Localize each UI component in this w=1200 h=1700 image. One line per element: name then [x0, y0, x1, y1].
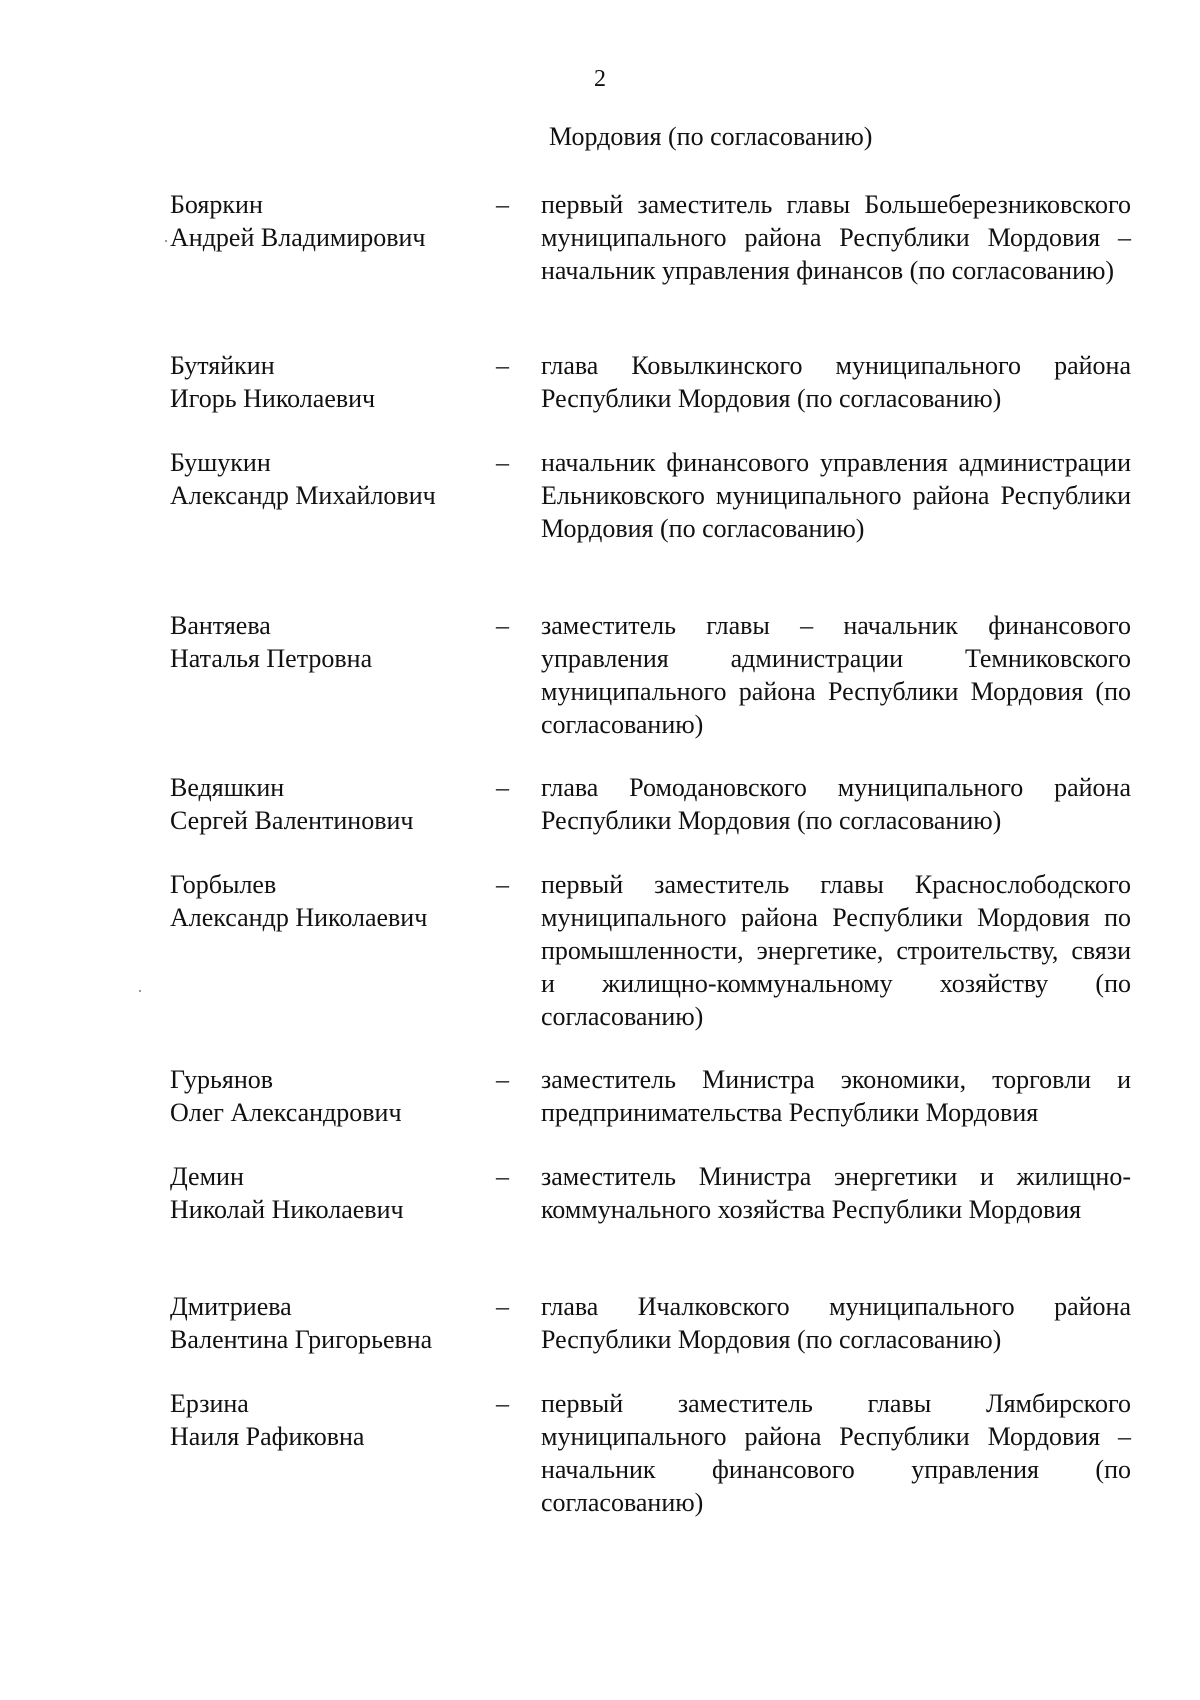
given-names: Андрей Владимирович: [170, 223, 426, 252]
page-number: 2: [594, 66, 606, 92]
position-description: глава Ичалковского муниципального района Республики Мордовия (по согласованию): [541, 1292, 1131, 1354]
position-description: первый заместитель главы Большеберезниковского муниципального района Республики Мордовия – начальник управления финансов (по согласованию): [541, 190, 1131, 285]
person-name: [170, 1290, 470, 1356]
dash-separator: –: [496, 1162, 509, 1191]
dash-separator: –: [496, 1065, 509, 1094]
position-description: глава Ромодановского муниципального района Республики Мордовия (по согласованию): [541, 773, 1131, 835]
position-description: заместитель Министра экономики, торговли и предпринимательства Республики Мордовия: [541, 1065, 1131, 1127]
surname: Бояркин: [170, 190, 263, 219]
dash-separator: –: [496, 870, 509, 899]
dash-separator: –: [496, 351, 509, 380]
person-name: [170, 446, 470, 512]
person-name: [170, 771, 470, 837]
given-names: Александр Михайлович: [170, 481, 436, 510]
surname: Вантяева: [170, 611, 271, 640]
surname: Демин: [170, 1162, 244, 1191]
person-name: [170, 609, 470, 675]
person-name: [170, 1063, 470, 1129]
dash-separator: –: [496, 448, 509, 477]
surname: Гурьянов: [170, 1065, 274, 1094]
surname: Ерзина: [170, 1389, 249, 1418]
position-description: заместитель главы – начальник финансового управления администрации Темниковского муниципального района Республики Мордовия (по согласованию): [541, 611, 1131, 739]
person-name: [170, 188, 470, 254]
surname: Дмитриева: [170, 1292, 292, 1321]
given-names: Наиля Рафиковна: [170, 1422, 365, 1451]
position-description: глава Ковылкинского муниципального района Республики Мордовия (по согласованию): [541, 351, 1131, 413]
given-names: Игорь Николаевич: [170, 384, 376, 413]
person-name: [170, 349, 470, 415]
given-names: Николай Николаевич: [170, 1195, 404, 1224]
position-description: первый заместитель главы Лямбирского муниципального района Республики Мордовия – начальник финансового управления (по согласованию): [541, 1389, 1131, 1517]
surname: Бутяйкин: [170, 351, 275, 380]
surname: Ведяшкин: [170, 773, 285, 802]
surname: Горбылев: [170, 870, 277, 899]
given-names: Олег Александрович: [170, 1098, 402, 1127]
person-name: [170, 868, 470, 934]
person-name: [170, 1387, 470, 1453]
dash-separator: –: [496, 773, 509, 802]
position-description: заместитель Министра энергетики и жилищно-коммунального хозяйства Республики Мордовия: [541, 1162, 1131, 1224]
dash-separator: –: [496, 190, 509, 219]
person-name: [170, 1160, 470, 1226]
position-description: первый заместитель главы Краснослободского муниципального района Республики Мордовия по промышленности, энергетике, строительству, связи и жилищно-коммунальному хозяйству (по согласованию): [541, 870, 1131, 1031]
scan-speck: [165, 240, 167, 242]
dash-separator: –: [496, 1292, 509, 1321]
continuation-text: Мордовия (по согласованию): [549, 122, 873, 151]
given-names: Наталья Петровна: [170, 644, 373, 673]
given-names: Валентина Григорьевна: [170, 1325, 433, 1354]
surname: Бушукин: [170, 448, 271, 477]
scan-speck: [139, 990, 141, 992]
given-names: Сергей Валентинович: [170, 806, 414, 835]
dash-separator: –: [496, 1389, 509, 1418]
given-names: Александр Николаевич: [170, 903, 428, 932]
position-description: начальник финансового управления администрации Ельниковского муниципального района Республики Мордовия (по согласованию): [541, 448, 1131, 543]
dash-separator: –: [496, 611, 509, 640]
